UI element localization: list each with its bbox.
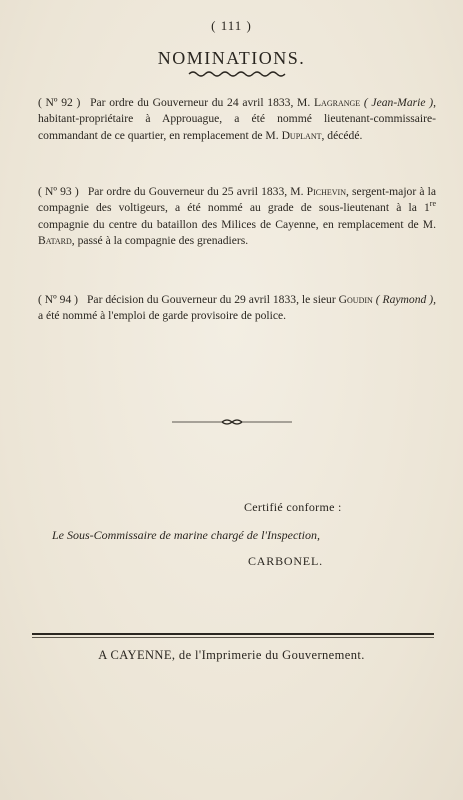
page-number: ( 111 ) — [211, 18, 252, 33]
entry-number: ( Nº 93 ) — [38, 185, 79, 198]
printer-imprint: A CAYENNE, de l'Imprimerie du Gouvernement. — [98, 648, 365, 662]
certification-line: Certifié conforme : — [244, 500, 342, 514]
entry-number: ( Nº 92 ) — [38, 96, 81, 109]
entry-number: ( Nº 94 ) — [38, 293, 79, 306]
person-given-name: ( Raymond ), — [375, 293, 436, 306]
person-name: Lagrange — [313, 96, 361, 109]
person-name: Goudin — [338, 293, 373, 306]
nomination-entry-93 — [38, 184, 436, 250]
entry-text: , décédé. — [321, 128, 363, 142]
person-given-name: ( Jean-Marie ) — [363, 96, 434, 109]
ordinal-superscript: re — [429, 199, 436, 209]
signer-name: CARBONEL. — [248, 554, 323, 568]
title-ornament — [187, 70, 287, 78]
entry-text: , passé à la compagnie des grenadiers. — [71, 234, 249, 248]
entry-text: a été nommé à l'emploi de garde provisoire de police. — [38, 309, 287, 323]
person-name: Batard — [38, 234, 72, 248]
signer-title: Le Sous-Commissaire de marine chargé de l'Inspection, — [52, 528, 320, 542]
footer-rule — [32, 633, 434, 635]
entry-text: , sergent-major à la compagnie des voltigeurs, a été nommé au grade de sous-lieutenant à la 1 — [38, 185, 436, 215]
entry-text: compagnie du centre du bataillon des Milices de Cayenne, en remplacement de M. — [38, 217, 436, 231]
person-name: Duplant — [281, 128, 322, 142]
section-title: NOMINATIONS. — [157, 48, 306, 68]
person-name: Pichevin — [306, 185, 346, 198]
entry-text: Par décision du Gouverneur du 29 avril 1833, le sieur — [86, 293, 336, 306]
nomination-entry-92 — [38, 95, 436, 144]
entry-text: Par ordre du Gouverneur du 25 avril 1833, M. — [87, 185, 304, 198]
footer-rule-thin — [32, 637, 434, 638]
entry-text: Par ordre du Gouverneur du 24 avril 1833, M. — [90, 96, 311, 109]
separator-ornament — [172, 418, 292, 426]
nomination-entry-94 — [38, 292, 436, 325]
entry-text: , habitant-propriétaire à Approuague, a été nommé lieutenant-commissaire-commandant de ce quartier, en remplacement de M. — [38, 96, 436, 142]
